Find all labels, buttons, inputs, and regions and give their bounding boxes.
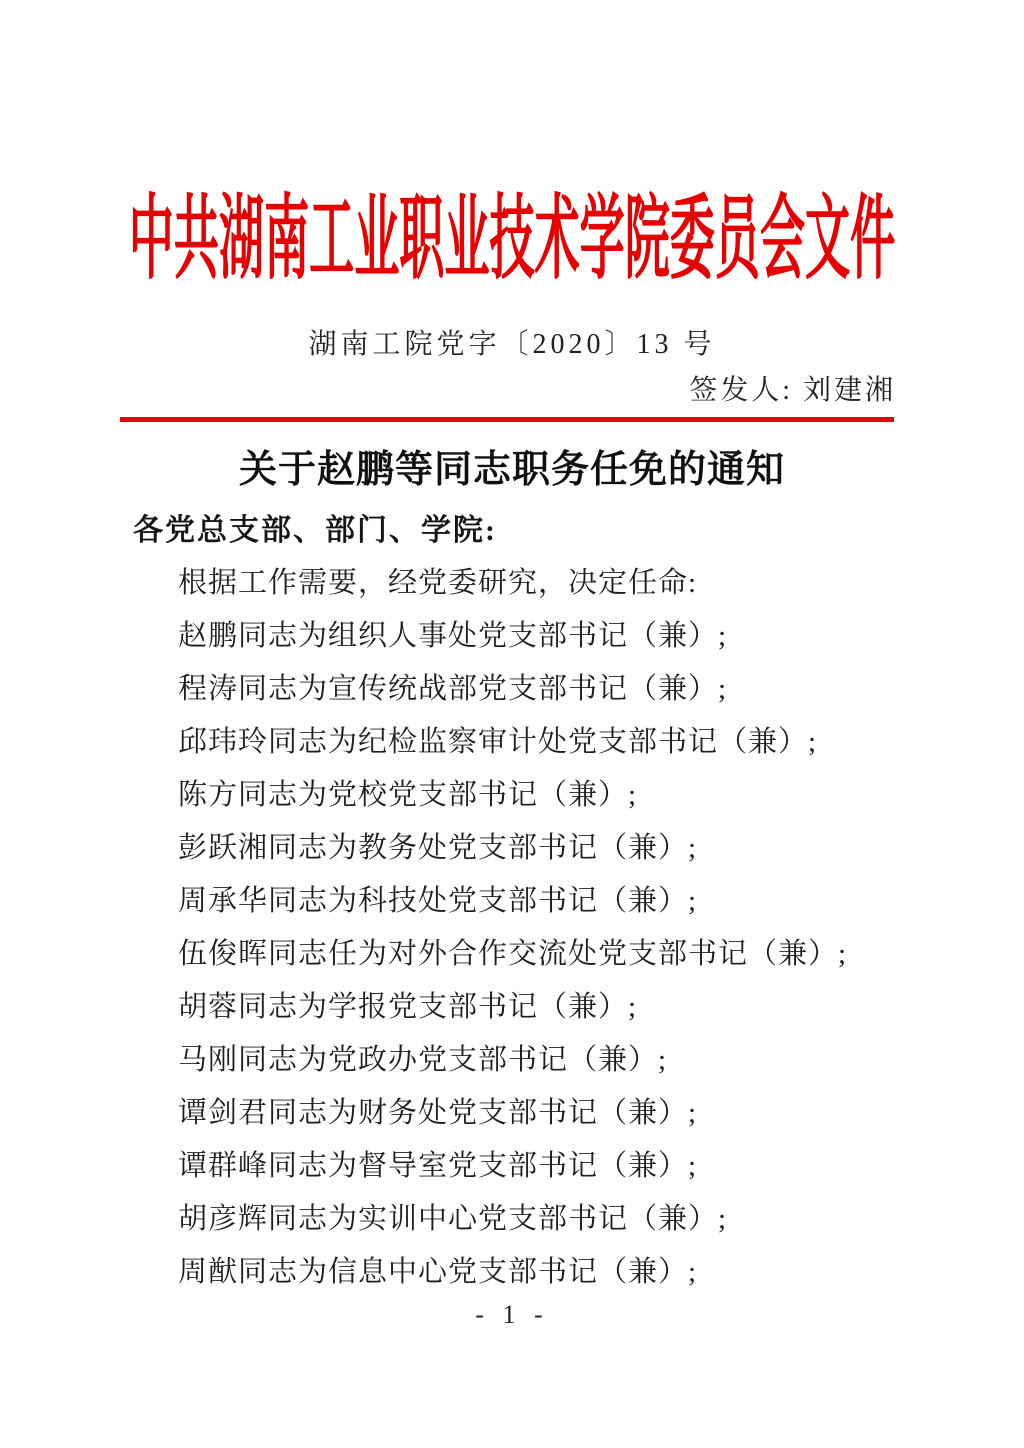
red-banner-container — [0, 178, 1024, 300]
signer-name: 刘建湘 — [802, 375, 896, 406]
body-paragraph: 谭剑君同志为财务处党支部书记（兼）; — [178, 1097, 698, 1129]
body-paragraph: 胡彦辉同志为实训中心党支部书记（兼）; — [178, 1203, 728, 1235]
document-reference-number: 湖南工院党字〔2020〕13 号 — [308, 329, 716, 360]
body-paragraph: 周承华同志为科技处党支部书记（兼）; — [178, 885, 698, 917]
body-paragraph: 陈方同志为党校党支部书记（兼）; — [178, 779, 638, 811]
body-paragraph: 程涛同志为宣传统战部党支部书记（兼）; — [178, 673, 728, 705]
issuing-authority-banner: 中共湖南工业职业技术学院委员会文件 — [128, 188, 896, 290]
body-paragraph: 周猷同志为信息中心党支部书记（兼）; — [178, 1256, 698, 1288]
body-paragraph: 邱玮玲同志为纪检监察审计处党支部书记（兼）; — [178, 726, 818, 758]
signer-line — [689, 372, 896, 410]
body-paragraph: 根据工作需要，经党委研究，决定任命: — [178, 567, 698, 599]
document-title: 关于赵鹏等同志职务任免的通知 — [238, 449, 785, 491]
red-divider-rule — [120, 417, 894, 422]
document-body — [133, 504, 923, 1299]
body-paragraph: 彭跃湘同志为教务处党支部书记（兼）; — [178, 832, 698, 864]
body-paragraph: 马刚同志为党政办党支部书记（兼）; — [178, 1044, 668, 1076]
body-paragraph: 谭群峰同志为督导室党支部书记（兼）; — [178, 1150, 698, 1182]
body-paragraph: 伍俊晖同志任为对外合作交流处党支部书记（兼）; — [178, 938, 848, 970]
salutation-line: 各党总支部、部门、学院: — [133, 514, 497, 547]
body-paragraph: 胡蓉同志为学报党支部书记（兼）; — [178, 991, 638, 1023]
page-number: - 1 - — [475, 1300, 549, 1329]
body-paragraph: 赵鹏同志为组织人事处党支部书记（兼）; — [178, 620, 728, 652]
signer-label: 签发人: — [689, 375, 793, 406]
